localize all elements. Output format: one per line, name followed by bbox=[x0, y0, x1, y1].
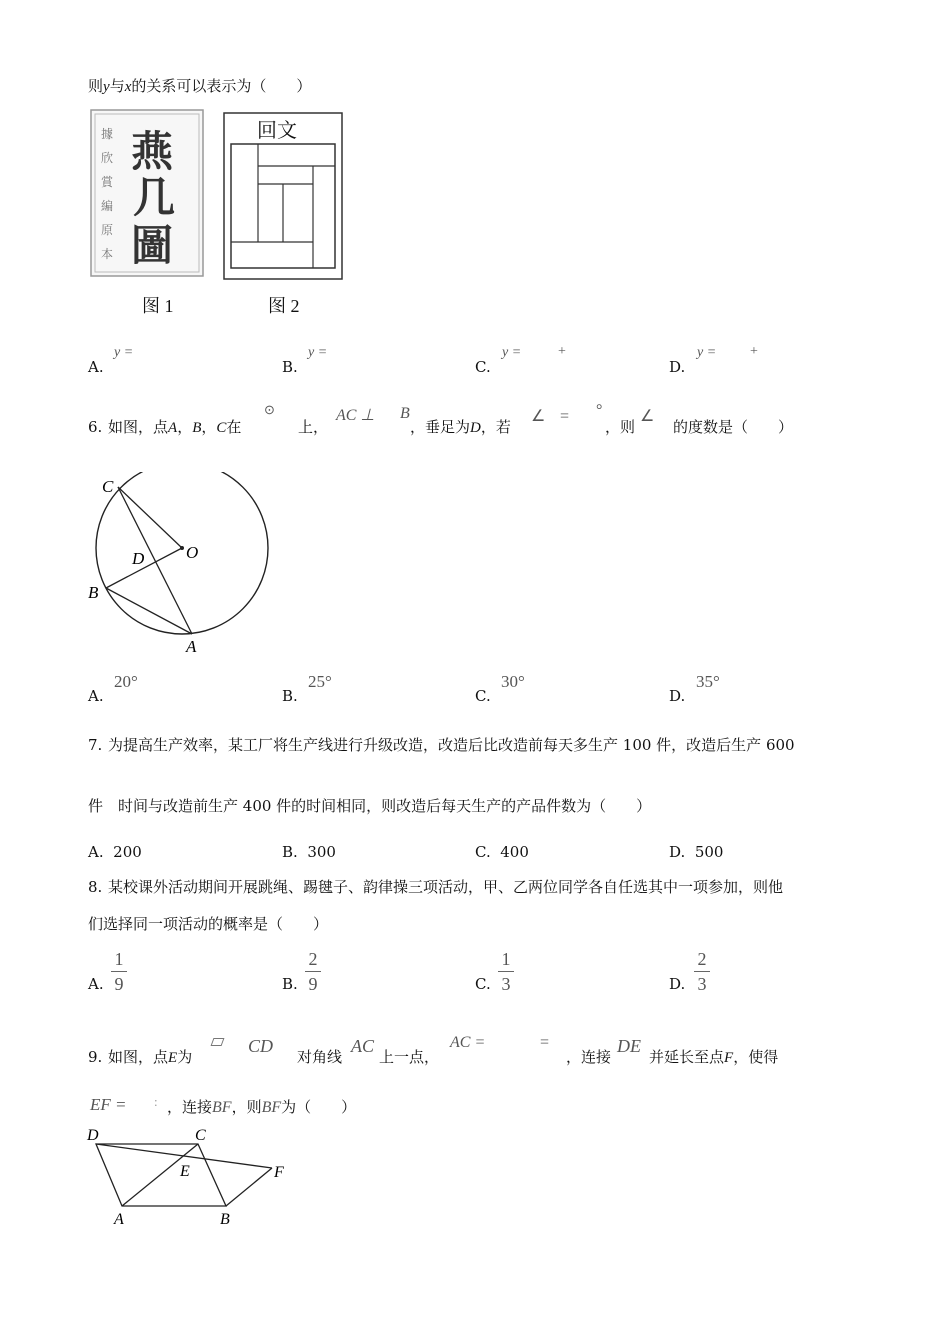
svg-text:編: 編 bbox=[101, 199, 114, 213]
q5-option-c-letter[interactable]: C. bbox=[475, 358, 491, 376]
q6-label-b: B bbox=[88, 583, 99, 602]
q7-option-b-letter: B. bbox=[282, 843, 298, 861]
q5-stem-text: 则 bbox=[88, 77, 104, 95]
q6-label-d: D bbox=[132, 549, 145, 568]
q9-figure bbox=[82, 1124, 292, 1230]
q9-label-c: C bbox=[195, 1127, 206, 1144]
fraction-denominator: 9 bbox=[308, 974, 318, 994]
figure-2 bbox=[223, 112, 343, 280]
q5-option-b-letter[interactable]: B. bbox=[282, 358, 298, 376]
q6-circle-o bbox=[96, 472, 268, 634]
svg-text:賞: 賞 bbox=[101, 175, 114, 189]
q9-text: 并延长至点 bbox=[649, 1048, 725, 1066]
svg-text:據: 據 bbox=[101, 127, 114, 141]
svg-text:圖: 圖 bbox=[131, 224, 174, 270]
q5-option-c-formula: y = bbox=[502, 345, 522, 360]
q9-equals: = bbox=[540, 1034, 550, 1051]
q9-text: 为（ ） bbox=[281, 1098, 357, 1116]
q6-text-on: 上， bbox=[298, 418, 329, 436]
fraction-numerator: 2 bbox=[308, 949, 318, 969]
q6-figure bbox=[84, 472, 274, 657]
q9-label-b: B bbox=[220, 1211, 230, 1228]
fraction-bar bbox=[694, 971, 710, 972]
q9-label-a: A bbox=[114, 1211, 124, 1228]
q6-option-a-letter[interactable]: A. bbox=[88, 687, 104, 705]
q5-var-y: y bbox=[103, 79, 110, 95]
q6-text: ，垂足为 bbox=[410, 418, 471, 436]
q5-option-c-plus: + bbox=[558, 344, 566, 359]
q9-de: DE bbox=[617, 1036, 641, 1056]
q9-label-d: D bbox=[87, 1127, 99, 1144]
q6-label-o: O bbox=[186, 543, 199, 562]
q7-option-d[interactable] bbox=[669, 843, 723, 861]
q6-question: 的度数是（ ） bbox=[673, 418, 794, 436]
q5-option-b-formula: y = bbox=[308, 345, 328, 360]
q7-option-b-value: 300 bbox=[307, 843, 336, 861]
q9-bf: BF bbox=[212, 1099, 232, 1116]
q5-var-x: x bbox=[124, 79, 132, 95]
fraction-denominator: 3 bbox=[501, 974, 511, 994]
q6-option-c-value: 30° bbox=[501, 672, 525, 691]
q7-line2: 件 时间与改造前生产 400 件的时间相同，则改造后每天生产的产品件数为（ ） bbox=[88, 797, 652, 815]
q5-option-d-letter[interactable]: D. bbox=[669, 358, 686, 376]
q6-point-c: C bbox=[216, 420, 227, 436]
q9-ef: EF = bbox=[90, 1095, 127, 1114]
q6-angle-symbol-1: ∠ bbox=[531, 408, 546, 425]
q9-text: ，连接 bbox=[167, 1098, 213, 1116]
q9-cd: CD bbox=[248, 1036, 274, 1056]
q5-option-d-plus: + bbox=[750, 344, 758, 359]
q7-line1: 为提高生产效率，某工厂将生产线进行升级改造，改造后比改造前每天多生产 100 件，改造后生产 600 bbox=[108, 736, 795, 754]
q9-point-f: F bbox=[724, 1050, 734, 1066]
q9-figure-diagram bbox=[82, 1124, 292, 1230]
svg-text:回文: 回文 bbox=[257, 120, 297, 142]
q7-option-c[interactable] bbox=[475, 843, 529, 861]
fraction-denominator: 9 bbox=[114, 974, 124, 994]
fraction-numerator: 1 bbox=[501, 949, 511, 969]
q6-point-d: D bbox=[470, 420, 481, 436]
q6-option-b-letter[interactable]: B. bbox=[282, 687, 298, 705]
parallelogram-symbol-icon bbox=[211, 1038, 225, 1046]
q7-option-d-letter: D. bbox=[669, 843, 686, 861]
q6-then: ，则 bbox=[605, 418, 636, 436]
q5-stem-text: 的关系可以表示为（ ） bbox=[131, 77, 312, 95]
q6-text: 如图，点 bbox=[108, 418, 169, 436]
q9-stem-part1 bbox=[108, 1047, 192, 1068]
q7-number: 7. bbox=[88, 736, 103, 754]
fraction-bar bbox=[498, 971, 514, 972]
q5-option-d-formula: y = bbox=[697, 345, 717, 360]
figure-2-caption: 图 2 bbox=[268, 296, 300, 316]
fraction-numerator: 2 bbox=[697, 949, 707, 969]
q9-point-e: E bbox=[168, 1050, 178, 1066]
q8-option-a-letter[interactable]: A. bbox=[88, 975, 104, 993]
q5-option-a-formula: y = bbox=[114, 345, 134, 360]
q8-option-d-fraction bbox=[692, 948, 712, 995]
svg-text:原: 原 bbox=[101, 223, 114, 237]
fraction-bar bbox=[305, 971, 321, 972]
fraction-numerator: 1 bbox=[114, 949, 124, 969]
q5-stem-text: 与 bbox=[109, 77, 125, 95]
q5-stem bbox=[88, 76, 311, 97]
q7-option-b[interactable] bbox=[282, 843, 336, 861]
q7-option-c-letter: C. bbox=[475, 843, 491, 861]
q6-ac-perp: AC ⊥ bbox=[336, 407, 375, 424]
svg-text:本: 本 bbox=[101, 247, 114, 261]
q9-stem-part3 bbox=[167, 1097, 356, 1118]
q6-number: 6. bbox=[88, 418, 103, 436]
svg-text:几: 几 bbox=[133, 176, 176, 222]
q8-option-b-fraction bbox=[303, 948, 323, 995]
q8-option-c-letter[interactable]: C. bbox=[475, 975, 491, 993]
svg-text:燕: 燕 bbox=[131, 130, 174, 176]
fraction-denominator: 3 bbox=[697, 974, 707, 994]
q8-option-d-letter[interactable]: D. bbox=[669, 975, 686, 993]
q6-figure-diagram bbox=[84, 472, 274, 657]
q9-text: ，使得 bbox=[733, 1048, 779, 1066]
figure-2-image bbox=[223, 112, 343, 280]
q6-text: 在 bbox=[226, 418, 242, 436]
q9-ac: AC bbox=[351, 1036, 375, 1056]
q6-equals: = bbox=[560, 408, 570, 425]
svg-text:欣: 欣 bbox=[101, 151, 114, 165]
q6-stem-part2 bbox=[410, 417, 511, 438]
q7-option-d-value: 500 bbox=[694, 843, 724, 861]
q6-label-a: A bbox=[186, 637, 197, 656]
q9-label-e: E bbox=[180, 1163, 190, 1180]
q6-option-d-letter[interactable]: D. bbox=[669, 687, 686, 705]
q9-ac-eq: AC = bbox=[450, 1034, 486, 1051]
q6-label-c: C bbox=[102, 477, 114, 496]
q9-point-text: 上一点， bbox=[379, 1048, 440, 1066]
fraction-bar bbox=[111, 971, 127, 972]
q9-text: 如图，点 bbox=[108, 1048, 169, 1066]
q6-point-a: A bbox=[168, 420, 178, 436]
q6-b-fragment: B bbox=[400, 405, 410, 422]
q6-option-d-value: 35° bbox=[696, 672, 720, 691]
q6-option-c-letter[interactable]: C. bbox=[475, 687, 491, 705]
q6-degree: ° bbox=[596, 402, 603, 419]
q6-text: ，若 bbox=[480, 418, 511, 436]
q6-text: ， bbox=[201, 418, 217, 436]
q9-ef-fragment: : bbox=[154, 1094, 158, 1109]
q8-line1: 某校课外活动期间开展跳绳、踢毽子、韵律操三项活动，甲、乙两位同学各自任选其中一项参加，则他 bbox=[108, 878, 784, 896]
q6-stem-part1 bbox=[108, 417, 241, 438]
q9-diagonal-text: 对角线 bbox=[297, 1048, 343, 1066]
q9-stem-part2 bbox=[649, 1047, 778, 1068]
q6-text: ， bbox=[177, 418, 193, 436]
q9-bf: BF bbox=[261, 1099, 282, 1116]
q8-option-b-letter[interactable]: B. bbox=[282, 975, 298, 993]
q9-text: 为 bbox=[177, 1048, 193, 1066]
q9-label-f: F bbox=[274, 1164, 284, 1181]
q6-option-a-value: 20° bbox=[114, 672, 138, 691]
q6-circle-symbol: ⊙ bbox=[264, 402, 275, 417]
q8-number: 8. bbox=[88, 878, 103, 896]
figure-1 bbox=[89, 108, 205, 278]
q7-option-c-value: 400 bbox=[500, 843, 529, 861]
q9-text: ，则 bbox=[231, 1098, 262, 1116]
q6-angle-symbol-2: ∠ bbox=[640, 408, 655, 425]
q9-number: 9. bbox=[88, 1048, 103, 1066]
q8-option-a-fraction bbox=[109, 948, 129, 995]
q6-point-b: B bbox=[192, 420, 202, 436]
q7-option-a-letter: A. bbox=[88, 843, 104, 861]
q8-line2: 们选择同一项活动的概率是（ ） bbox=[88, 915, 329, 933]
q9-connect-text: ，连接 bbox=[566, 1048, 612, 1066]
q5-option-a-letter[interactable]: A. bbox=[88, 358, 104, 376]
q7-option-a-value: 200 bbox=[113, 843, 142, 861]
q6-option-b-value: 25° bbox=[308, 672, 332, 691]
figure-1-image bbox=[89, 108, 205, 278]
figure-1-caption: 图 1 bbox=[142, 296, 174, 316]
q7-option-a[interactable] bbox=[88, 843, 142, 861]
q8-option-c-fraction bbox=[496, 948, 516, 995]
